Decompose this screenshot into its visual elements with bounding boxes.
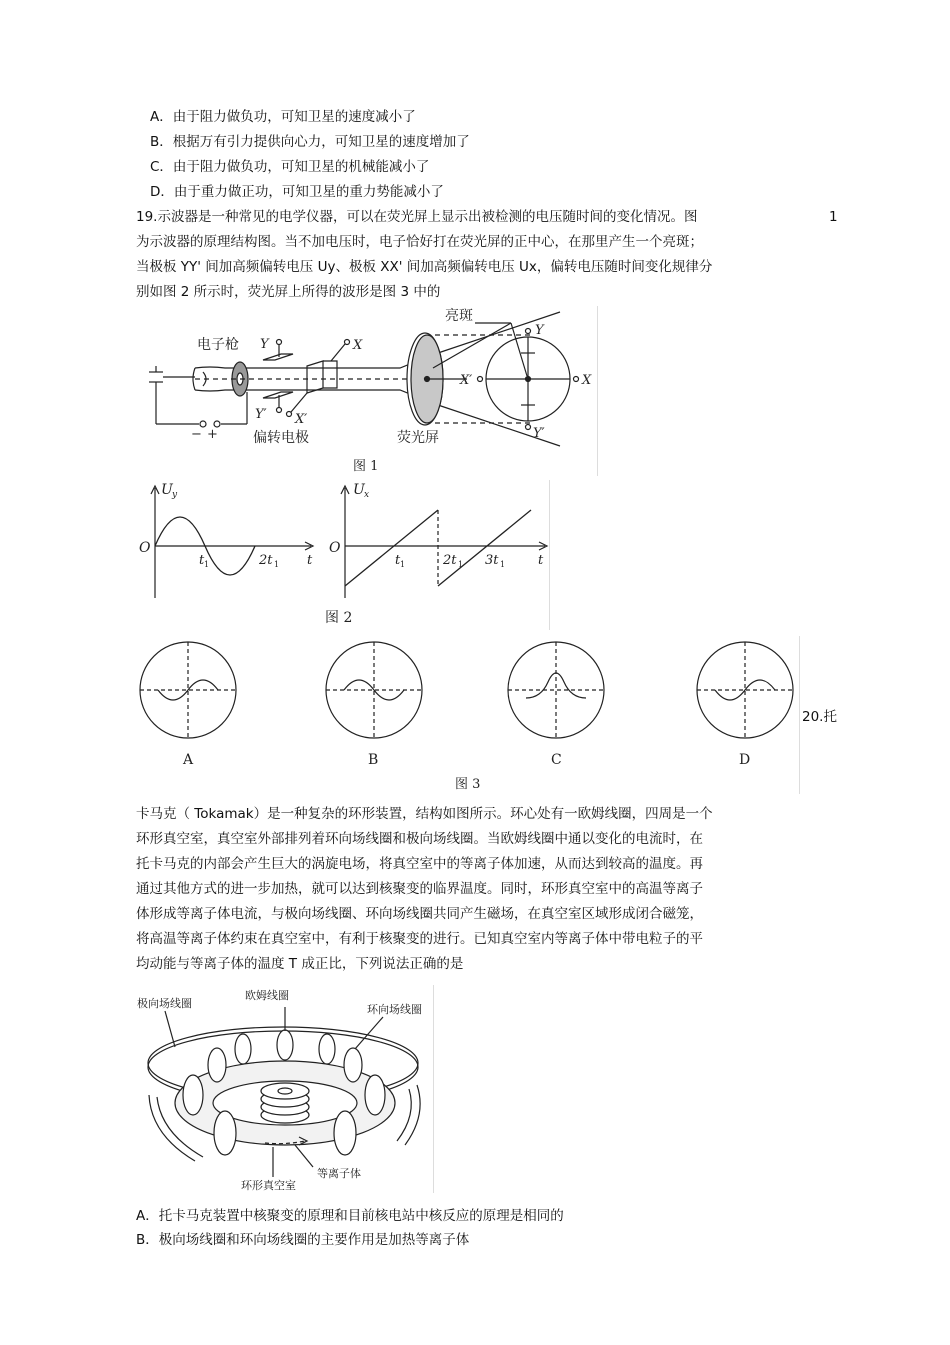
q20-line-5: 体形成等离子体电流，与极向场线圈、环向场线圈共同产生磁场，在真空室区域形成闭合磁笼， xyxy=(136,906,703,922)
q19-stem-line-3: 当极板 YY' 间加高频偏转电压 Uy、极板 XX' 间加高频偏转电压 Ux，偏转电压随时间变化规律分 xyxy=(136,259,713,275)
fig1-deflection-plates-label: 偏转电极 xyxy=(253,430,309,446)
fig2-left-axis-x: t xyxy=(307,553,313,568)
fig2-left-t1: t xyxy=(199,553,205,568)
fig2-right-axis-y: U xyxy=(353,482,365,498)
q19-stem-line-2: 为示波器的原理结构图。当不加电压时，电子恰好打在荧光屏的正中心，在那里产生一个亮斑； xyxy=(136,234,703,250)
fig2-left-axis-y-sub: y xyxy=(172,490,178,500)
fig3-label-c: C xyxy=(551,752,562,768)
fig3-caption: 图 3 xyxy=(455,777,481,792)
fig4-plasma-label: 等离子体 xyxy=(317,1167,361,1180)
fig2-right-t1: t xyxy=(395,553,401,568)
fig1-y-label: Y xyxy=(260,337,269,352)
fig1-caption: 图 1 xyxy=(353,459,379,474)
fig2-right-3t1: 3t xyxy=(485,553,499,568)
fig1-bright-spot-label: 亮斑 xyxy=(445,308,473,324)
fig1-minus: − xyxy=(191,427,202,442)
fig1-x-label: X xyxy=(353,338,363,353)
q18-option-a: A．由于阻力做负功，可知卫星的速度减小了 xyxy=(150,109,416,125)
fig4-vacuum-chamber-label: 环形真空室 xyxy=(241,1179,296,1192)
fig2-left-axis-y: U xyxy=(161,482,173,498)
fig4-ohmic-coil-label: 欧姆线圈 xyxy=(245,989,289,1002)
q20-line-6: 将高温等离子体约束在真空室中，有利于核聚变的进行。已知真空室内等离子体中带电粒子的平 xyxy=(136,931,703,947)
fig4-toroidal-coil-label: 环向场线圈 xyxy=(367,1003,422,1016)
fig2-caption: 图 2 xyxy=(325,610,353,626)
fig3-screen-a xyxy=(140,642,236,738)
q20-option-b: B．极向场线圈和环向场线圈的主要作用是加热等离子体 xyxy=(136,1232,470,1248)
q19-stem-line-1: 19.示波器是一种常见的电学仪器，可以在荧光屏上显示出被检测的电压随时间的变化情况。图 xyxy=(136,209,698,225)
q20-line-7: 均动能与等离子体的温度 T 成正比，下列说法正确的是 xyxy=(136,956,464,972)
fig1-yp-label: Y′ xyxy=(255,407,267,422)
q20-line-3: 托卡马克的内部会产生巨大的涡旋电场，将真空室中的等离子体加速，从而达到较高的温度。再 xyxy=(136,856,703,872)
fig2-left-2t1-sub: 1 xyxy=(274,560,280,569)
q20-line-2: 环形真空室，真空室外部排列着环向场线圈和极向场线圈。当欧姆线圈中通以变化的电流时，在 xyxy=(136,831,703,847)
fig3-label-d: D xyxy=(739,752,751,768)
fig2-left-origin: O xyxy=(139,540,151,556)
q20-start: 20.托 xyxy=(802,709,837,725)
q19-stem-line-4: 别如图 2 所示时，荧光屏上所得的波形是图 3 中的 xyxy=(136,284,441,300)
q18-option-b: B．根据万有引力提供向心力，可知卫星的速度增加了 xyxy=(150,134,470,150)
fig3-screen-c xyxy=(508,642,604,738)
fig4-poloidal-coil-label: 极向场线圈 xyxy=(137,997,192,1010)
fig2-right-axis-x: t xyxy=(538,553,544,568)
fig2-right-2t1: 2t xyxy=(443,553,457,568)
fig1-front-x: X xyxy=(582,373,592,388)
fig2-left-t1-sub: 1 xyxy=(204,560,210,569)
q20-line-4: 通过其他方式的进一步加热，就可以达到核聚变的临界温度。同时，环形真空室中的高温等离子 xyxy=(136,881,703,897)
fig1-xp-label: X′ xyxy=(295,412,308,427)
fig1-screen-label: 荧光屏 xyxy=(397,430,439,446)
fig3-label-b: B xyxy=(368,752,379,768)
fig1-electron-gun-label: 电子枪 xyxy=(197,337,239,353)
fig3-screen-d xyxy=(697,642,793,738)
figure-3-screen-options xyxy=(135,636,800,794)
q19-stem-line-1-end: 1 xyxy=(829,209,838,225)
fig1-front-yp: Y′ xyxy=(533,426,545,441)
q20-line-1: 卡马克（ Tokamak）是一种复杂的环形装置，结构如图所示。环心处有一欧姆线圈，四周是一个 xyxy=(136,806,713,822)
fig2-left-2t1: 2t xyxy=(259,553,273,568)
figure-1-oscilloscope xyxy=(135,306,598,476)
fig1-front-y: Y xyxy=(535,323,544,338)
figure-2-voltage-graphs xyxy=(135,480,550,630)
fig2-right-origin: O xyxy=(329,540,341,556)
fig2-right-3t1-sub: 1 xyxy=(500,560,506,569)
fig2-right-axis-y-sub: x xyxy=(364,490,370,500)
fig2-right-2t1-sub: 1 xyxy=(458,560,464,569)
q18-option-d: D．由于重力做正功，可知卫星的重力势能减小了 xyxy=(150,184,444,200)
fig1-plus: + xyxy=(207,427,218,442)
fig2-right-t1-sub: 1 xyxy=(400,560,406,569)
fig3-label-a: A xyxy=(183,752,194,768)
fig1-front-xp: X′ xyxy=(460,373,473,388)
q18-option-c: C．由于阻力做负功，可知卫星的机械能减小了 xyxy=(150,159,430,175)
figure-tokamak xyxy=(135,985,434,1193)
fig3-screen-b xyxy=(326,642,422,738)
q20-option-a: A．托卡马克装置中核聚变的原理和目前核电站中核反应的原理是相同的 xyxy=(136,1208,564,1224)
